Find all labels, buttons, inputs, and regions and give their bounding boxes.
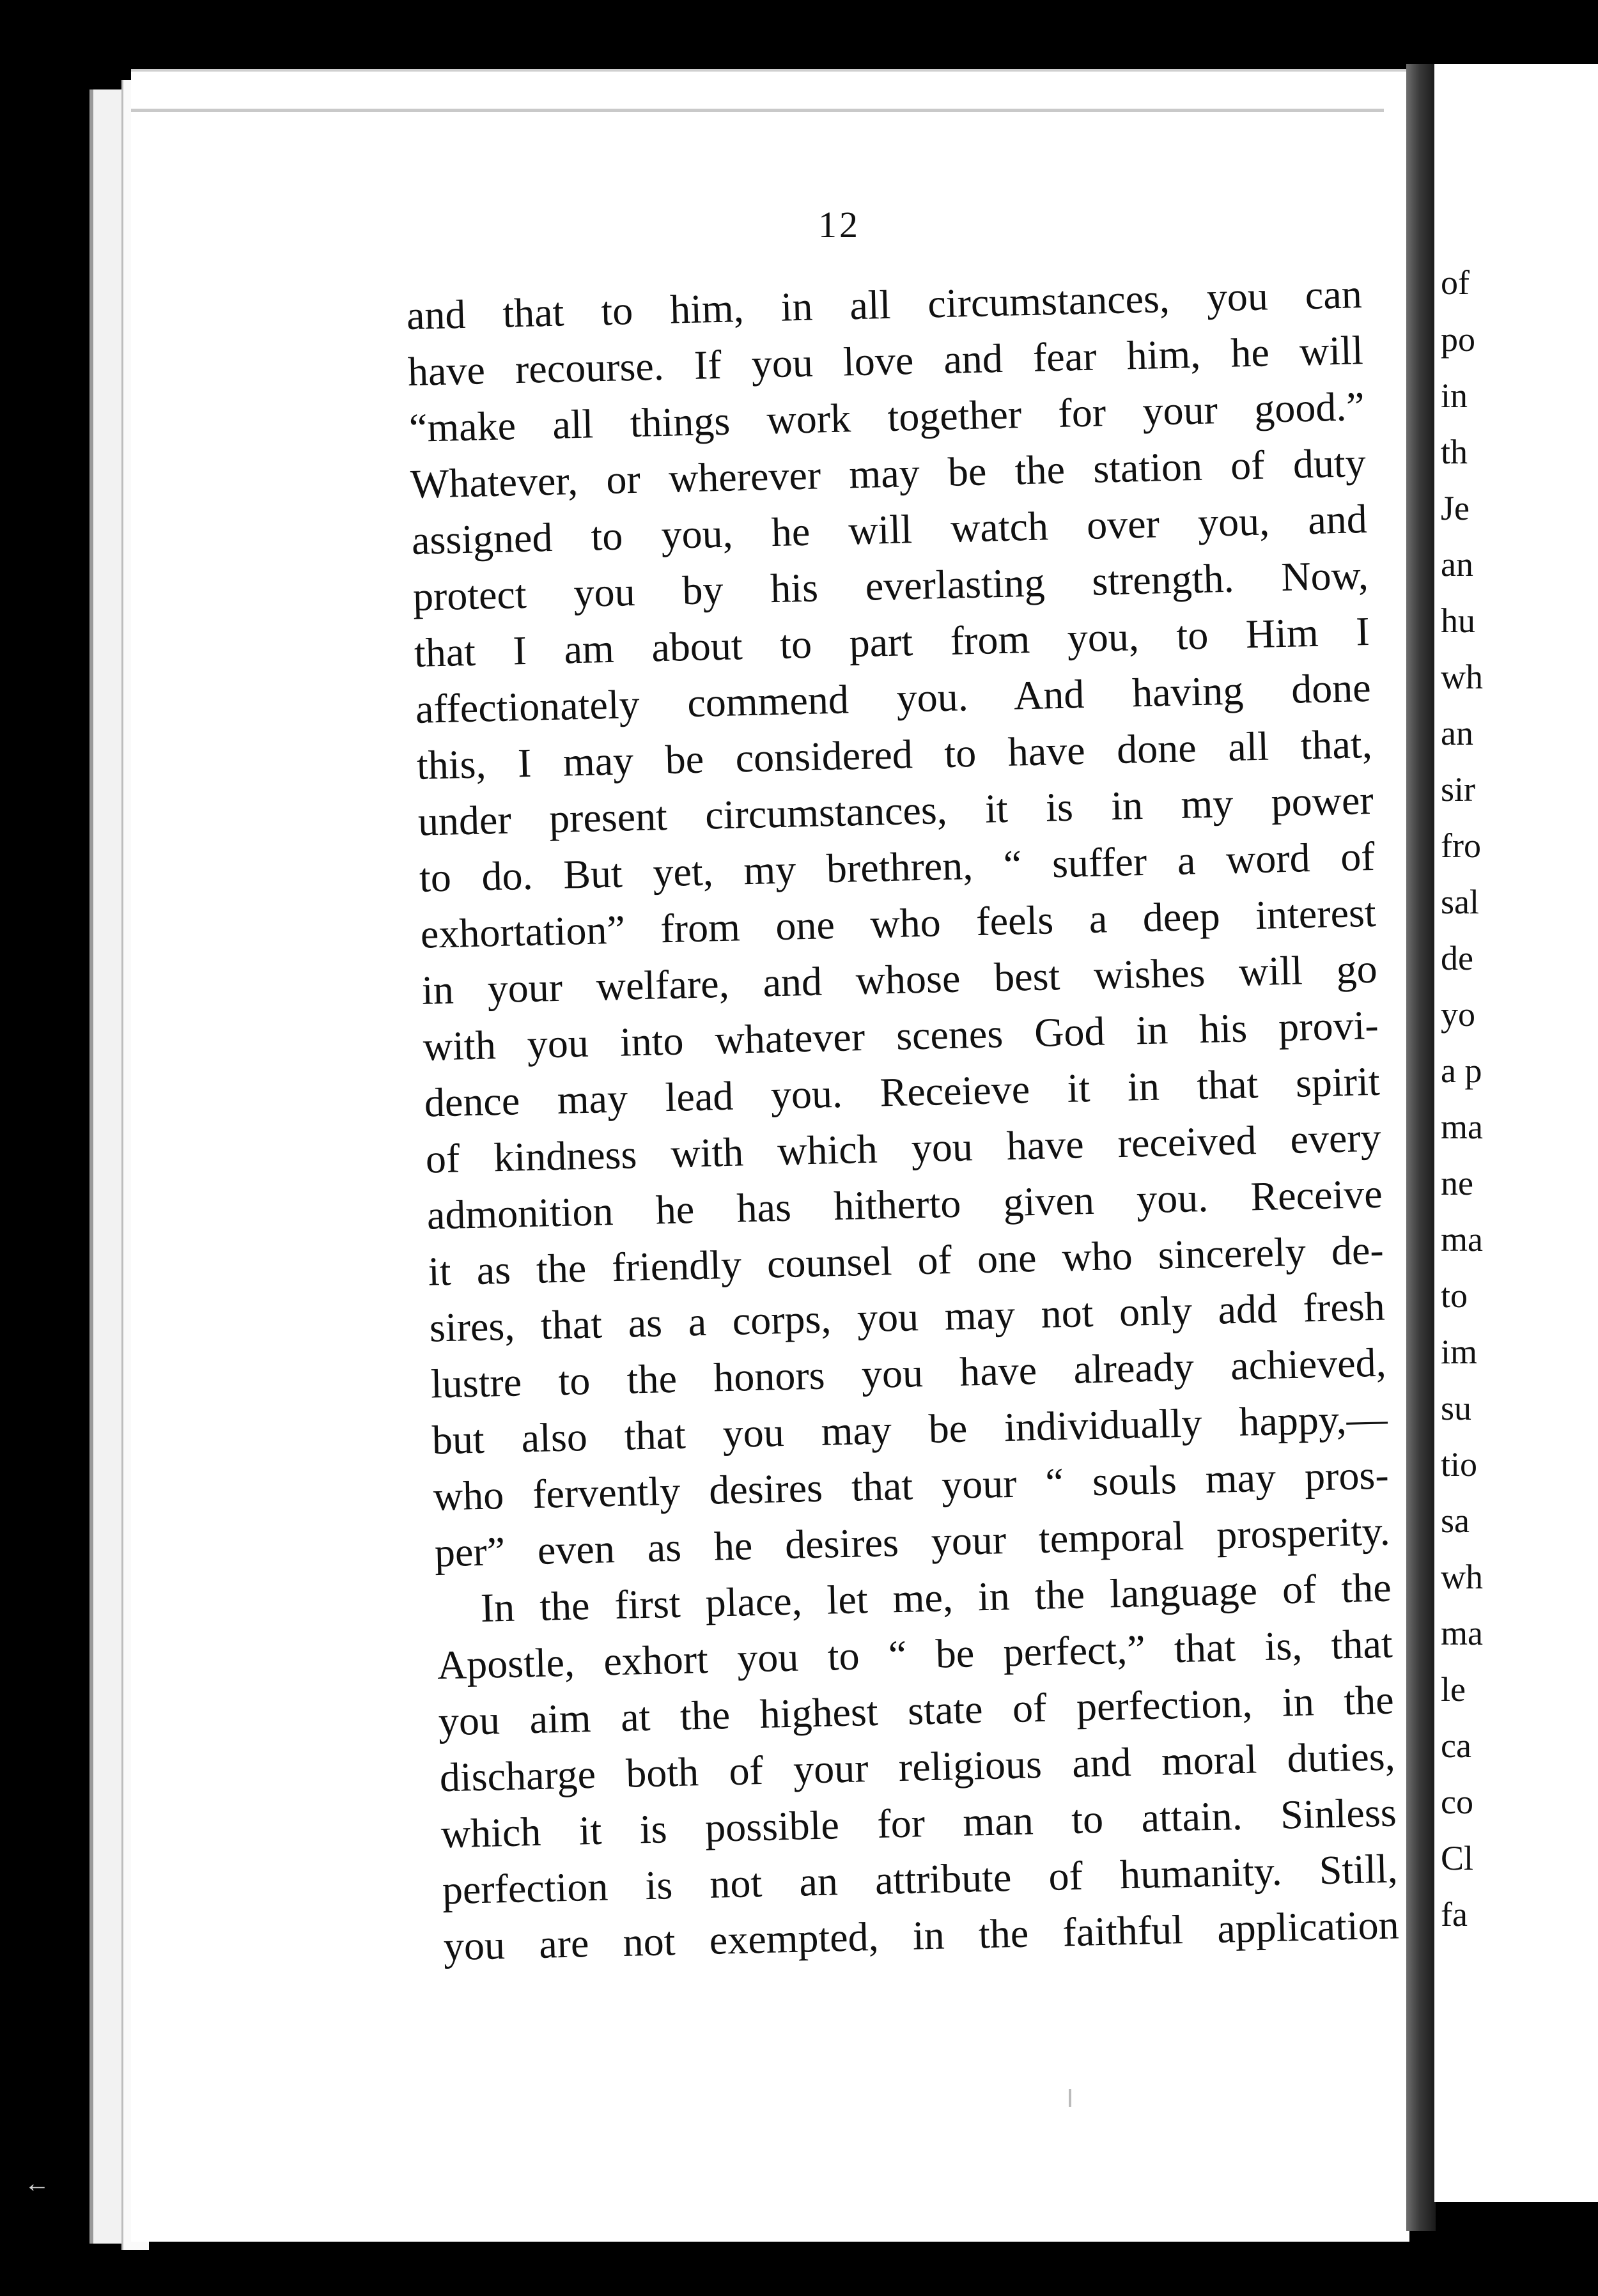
facing-page-fragment: wh — [1441, 1558, 1483, 1596]
text-line: that I am about to part from you, to Him I — [414, 608, 1370, 676]
text-line: who fervently desires that your “ souls may pros- — [433, 1452, 1390, 1519]
text-line: Whatever, or wherever may be the station of duty — [410, 440, 1367, 507]
facing-page-fragment: ma — [1441, 1108, 1483, 1146]
text-line: lustre to the honors you have already achieved, — [430, 1339, 1387, 1407]
facing-page-fragment: im — [1441, 1333, 1478, 1371]
facing-page-fragment: ma — [1441, 1220, 1483, 1259]
text-line: under present circumstances, it is in my power — [417, 777, 1374, 844]
text-line: perfection is not an attribute of humanity. Still, — [442, 1845, 1399, 1913]
text-line: admonition he has hitherto given you. Receive — [426, 1170, 1383, 1238]
text-line: exhortation” from one who feels a deep interest — [420, 889, 1377, 957]
body-text — [406, 266, 1400, 1974]
facing-page-fragment: hu — [1441, 601, 1475, 640]
facing-page-fragment: in — [1441, 376, 1468, 415]
facing-page-fragment: sal — [1441, 883, 1479, 921]
text-line: sires, that as a corps, you may not only add fresh — [429, 1283, 1386, 1351]
text-line: this, I may be considered to have done all that, — [416, 720, 1373, 788]
text-line: but also that you may be individually happy,— — [431, 1395, 1388, 1463]
text-line: in your welfare, and whose best wishes will go — [421, 945, 1378, 1013]
facing-page-fragment: de — [1441, 939, 1473, 977]
text-line: which it is possible for man to attain. Sinless — [440, 1789, 1397, 1857]
paper-mark — [1069, 2089, 1071, 2107]
text-line: you are not exempted, in the faithful application — [443, 1902, 1400, 1969]
facing-page-fragment: th — [1441, 433, 1468, 471]
text-line: of kindness with which you have received every — [425, 1114, 1382, 1182]
book-gutter — [1406, 64, 1436, 2231]
facing-page-fragment: Cl — [1441, 1839, 1474, 1877]
facing-page-fragment: yo — [1441, 995, 1475, 1034]
text-line: discharge both of your religious and moral duties, — [439, 1733, 1396, 1801]
facing-page-fragment: ca — [1441, 1726, 1471, 1765]
facing-page-fragment: ne — [1441, 1164, 1473, 1202]
text-line: it as the friendly counsel of one who sincerely de- — [428, 1227, 1385, 1294]
facing-page — [1434, 64, 1598, 2202]
text-line: with you into whatever scenes God in his provi- — [423, 1002, 1379, 1069]
facing-page-fragment: of — [1441, 263, 1470, 302]
text-line: assigned to you, he will watch over you, and — [411, 495, 1368, 563]
facing-page-fragment: tio — [1441, 1445, 1478, 1484]
text-line: and that to him, in all circumstances, you can — [406, 271, 1363, 338]
scan-artifact-icon: ← — [24, 2169, 50, 2198]
paragraph-start-line: In the first place, let me, in the language of the — [480, 1564, 1392, 1631]
facing-page-fragment: su — [1441, 1389, 1472, 1427]
text-line: dence may lead you. Receieve it in that spirit — [424, 1058, 1381, 1126]
text-line: have recourse. If you love and fear him, he will — [407, 327, 1364, 394]
page-number: 12 — [818, 204, 860, 245]
facing-page-fragment: sir — [1441, 770, 1475, 809]
text-line: affectionately commend you. And having done — [415, 664, 1372, 732]
text-line: to do. But yet, my brethren, “ suffer a word of — [419, 833, 1376, 901]
facing-page-fragment: an — [1441, 714, 1473, 752]
text-line: per” even as he desires your temporal prosperity. — [434, 1508, 1391, 1576]
facing-page-fragment: po — [1441, 320, 1475, 359]
facing-page-fragment: fro — [1441, 826, 1481, 865]
facing-page-fragment: co — [1441, 1783, 1473, 1821]
text-line: “make all things work together for your good.” — [408, 384, 1365, 451]
facing-page-fragment: fa — [1441, 1895, 1468, 1934]
text-line: you aim at the highest state of perfection, in the — [438, 1677, 1395, 1744]
text-line: Apostle, exhort you to “ be perfect,” that is, that — [437, 1620, 1393, 1688]
facing-page-fragment: to — [1441, 1276, 1468, 1315]
facing-page-fragment: an — [1441, 545, 1473, 584]
facing-page-fragment: a p — [1441, 1051, 1482, 1090]
facing-page-fragment: sa — [1441, 1501, 1470, 1540]
facing-page-fragment: le — [1441, 1670, 1466, 1709]
facing-page-fragment: ma — [1441, 1614, 1483, 1652]
page-top-rule — [131, 109, 1384, 112]
facing-page-fragment: Je — [1441, 489, 1470, 527]
text-line: protect you by his everlasting strength. Now, — [412, 552, 1369, 619]
facing-page-fragment: wh — [1441, 658, 1483, 696]
